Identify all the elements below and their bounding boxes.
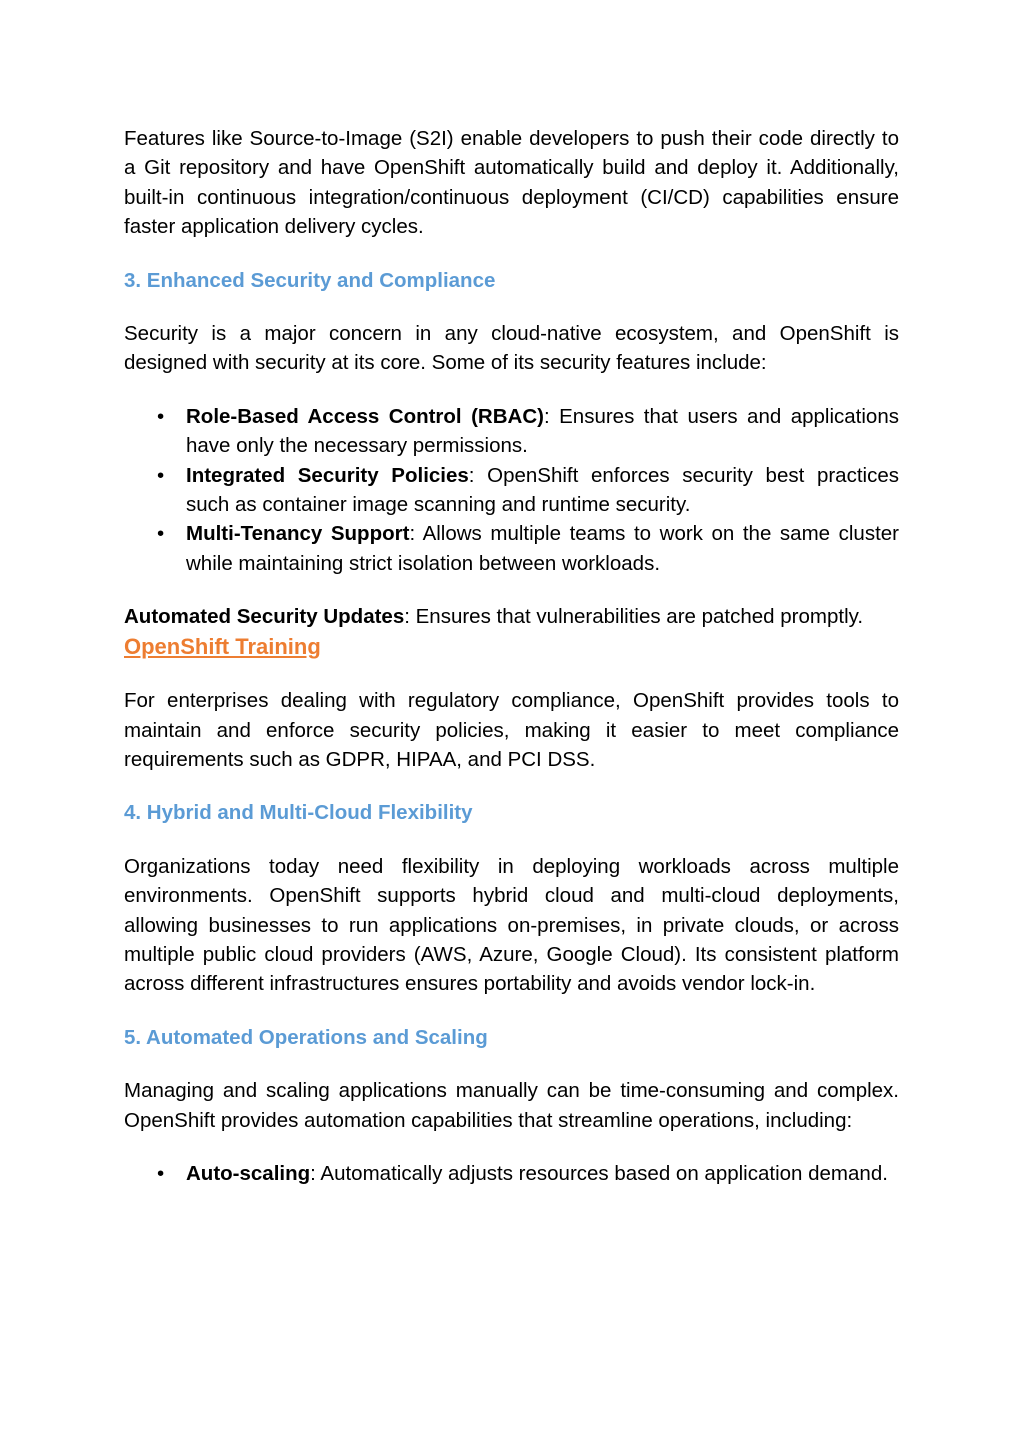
bullet-icon: • [157,463,165,487]
list-item-text: : OpenShift enforces security best practices such as container image scanning and runtime security. [186,463,899,517]
section-5-heading: 5. Automated Operations and Scaling [124,1025,488,1049]
list-item-term: Role-Based Access Control (RBAC) [186,404,544,428]
automation-features-list [124,1159,899,1188]
compliance-paragraph: For enterprises dealing with regulatory compliance, OpenShift provides tools to maintain and enforce security policies, making it easier to meet compliance requirements such as GDPR, HIPAA, and PCI DSS. [124,689,899,771]
section-3-heading: 3. Enhanced Security and Compliance [124,268,496,292]
list-item-term: Auto-scaling [186,1161,311,1185]
bullet-icon: • [157,1161,165,1185]
section-3-intro: Security is a major concern in any cloud-native ecosystem, and OpenShift is designed with security at its core. Some of its security features include: [124,322,899,375]
security-features-list [124,402,899,578]
list-item-term: Integrated Security Policies [186,463,469,487]
intro-paragraph: Features like Source-to-Image (S2I) enable developers to push their code directly to a Git repository and have OpenShift automatically build and deploy it. Additionally, built-in continuous integration/continuous deployment (CI/CD) capabilities ensure faster application delivery cycles. [124,127,899,239]
document-page [124,124,899,1212]
list-item-text: : Ensures that users and applications have only the necessary permissions. [186,404,899,458]
list-item-security-policies [124,461,899,520]
section-4-paragraph: Organizations today need flexibility in deploying workloads across multiple environments. OpenShift supports hybrid cloud and multi-cloud deployments, allowing businesses to run applications on-premises, in private clouds, or across multiple public cloud providers (AWS, Azure, Google Cloud). Its consistent platform across different infrastructures ensures portability and avoids vendor lock-in. [124,854,899,996]
list-item-multi-tenancy [124,519,899,578]
bullet-icon: • [157,522,165,546]
list-item-text: : Automatically adjusts resources based on application demand. [310,1161,888,1185]
automated-updates-term: Automated Security Updates [124,605,405,629]
automated-updates-paragraph [124,602,899,662]
list-item-text: : Allows multiple teams to work on the same cluster while maintaining strict isolation between workloads. [186,522,899,575]
bullet-icon: • [157,404,165,428]
automated-updates-text: : Ensures that vulnerabilities are patched promptly. [404,605,864,629]
section-5-intro: Managing and scaling applications manually can be time-consuming and complex. OpenShift provides automation capabilities that streamline operations, including: [124,1079,899,1132]
list-item-auto-scaling [124,1159,899,1188]
list-item-term: Multi-Tenancy Support [186,522,410,546]
openshift-training-link[interactable]: OpenShift Training [124,633,321,659]
section-4-heading: 4. Hybrid and Multi-Cloud Flexibility [124,801,473,825]
list-item-rbac [124,402,899,461]
